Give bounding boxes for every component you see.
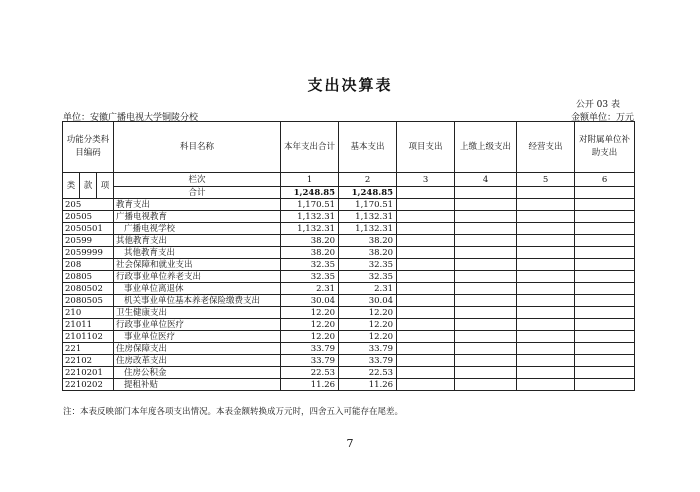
header-row <box>63 122 635 173</box>
row-total: 1,170.51 <box>281 199 339 211</box>
table-row <box>63 259 635 271</box>
row-code: 221 <box>63 343 114 355</box>
row-name: 行政事业单位医疗 <box>114 319 281 331</box>
row-code: 2101102 <box>63 331 114 343</box>
row-code: 2080502 <box>63 283 114 295</box>
row-name: 教育支出 <box>114 199 281 211</box>
table-row <box>63 235 635 247</box>
row-total: 33.79 <box>281 355 339 367</box>
row-basic: 38.20 <box>339 235 397 247</box>
doc-number: 公开 03 表 <box>575 100 620 110</box>
row-total: 12.20 <box>281 319 339 331</box>
row-code: 21011 <box>63 319 114 331</box>
row-basic: 32.35 <box>339 259 397 271</box>
col-number-1: 1 <box>281 173 339 187</box>
header-kuan: 款 <box>80 173 97 199</box>
row-code: 20599 <box>63 235 114 247</box>
header-subject-name: 科目名称 <box>114 122 281 173</box>
col-number-6: 6 <box>575 173 635 187</box>
header-project: 项目支出 <box>397 122 455 173</box>
row-name: 广播电视学校 <box>114 223 281 235</box>
row-basic: 22.53 <box>339 367 397 379</box>
row-code: 205 <box>63 199 114 211</box>
table-row <box>63 247 635 259</box>
row-total: 1,132.31 <box>281 223 339 235</box>
row-basic: 1,170.51 <box>339 199 397 211</box>
row-name: 广播电视教育 <box>114 211 281 223</box>
row-total: 1,132.31 <box>281 211 339 223</box>
row-name: 住房改革支出 <box>114 355 281 367</box>
row-basic: 12.20 <box>339 307 397 319</box>
table-row <box>63 283 635 295</box>
row-name: 事业单位离退休 <box>114 283 281 295</box>
total-operating <box>517 187 575 199</box>
header-remit: 上缴上级支出 <box>455 122 517 173</box>
row-code: 2210201 <box>63 367 114 379</box>
reporting-unit: 单位：安徽广播电视大学铜陵分校 <box>63 113 199 123</box>
amount-unit: 金额单位：万元 <box>570 113 634 123</box>
header-lanci: 栏次 <box>114 173 281 187</box>
row-name: 事业单位医疗 <box>114 331 281 343</box>
row-code: 2050501 <box>63 223 114 235</box>
col-number-4: 4 <box>455 173 517 187</box>
row-basic: 33.79 <box>339 343 397 355</box>
row-name: 其他教育支出 <box>114 247 281 259</box>
row-name: 行政事业单位养老支出 <box>114 271 281 283</box>
page-number: 7 <box>346 437 354 450</box>
row-total: 32.35 <box>281 259 339 271</box>
header-lei: 类 <box>63 173 80 199</box>
row-basic: 1,132.31 <box>339 211 397 223</box>
row-total: 12.20 <box>281 307 339 319</box>
row-name: 社会保障和就业支出 <box>114 259 281 271</box>
column-number-row <box>63 173 635 187</box>
total-project <box>397 187 455 199</box>
table-row <box>63 379 635 391</box>
row-name: 住房公积金 <box>114 367 281 379</box>
row-basic: 12.20 <box>339 331 397 343</box>
table-row <box>63 223 635 235</box>
table-row <box>63 319 635 331</box>
row-basic: 33.79 <box>339 355 397 367</box>
table-row <box>63 367 635 379</box>
row-total: 11.26 <box>281 379 339 391</box>
total-label: 合计 <box>114 187 281 199</box>
row-total: 38.20 <box>281 235 339 247</box>
row-code: 210 <box>63 307 114 319</box>
total-row <box>63 187 635 199</box>
row-basic: 11.26 <box>339 379 397 391</box>
row-code: 22102 <box>63 355 114 367</box>
col-number-2: 2 <box>339 173 397 187</box>
row-basic: 38.20 <box>339 247 397 259</box>
total-basic: 1,248.85 <box>339 187 397 199</box>
total-amount: 1,248.85 <box>281 187 339 199</box>
col-number-3: 3 <box>397 173 455 187</box>
expenditure-table <box>62 121 635 391</box>
col-number-5: 5 <box>517 173 575 187</box>
row-total: 22.53 <box>281 367 339 379</box>
table-row <box>63 295 635 307</box>
table-row <box>63 355 635 367</box>
row-total: 38.20 <box>281 247 339 259</box>
row-total: 2.31 <box>281 283 339 295</box>
header-operating: 经营支出 <box>517 122 575 173</box>
table-row <box>63 211 635 223</box>
row-code: 208 <box>63 259 114 271</box>
header-func-code: 功能分类科目编码 <box>63 122 114 173</box>
table-row <box>63 271 635 283</box>
total-subsidy <box>575 187 635 199</box>
row-name: 其他教育支出 <box>114 235 281 247</box>
row-total: 12.20 <box>281 331 339 343</box>
header-subsidy: 对附属单位补助支出 <box>575 122 635 173</box>
row-total: 33.79 <box>281 343 339 355</box>
row-code: 20505 <box>63 211 114 223</box>
row-code: 2210202 <box>63 379 114 391</box>
table-row <box>63 307 635 319</box>
table-row <box>63 199 635 211</box>
row-code: 20805 <box>63 271 114 283</box>
row-name: 住房保障支出 <box>114 343 281 355</box>
row-name: 机关事业单位基本养老保险缴费支出 <box>114 295 281 307</box>
row-basic: 2.31 <box>339 283 397 295</box>
row-total: 32.35 <box>281 271 339 283</box>
row-code: 2080505 <box>63 295 114 307</box>
row-basic: 30.04 <box>339 295 397 307</box>
table-row <box>63 343 635 355</box>
header-xiang: 项 <box>97 173 114 199</box>
table-row <box>63 331 635 343</box>
row-name: 提租补贴 <box>114 379 281 391</box>
row-total: 30.04 <box>281 295 339 307</box>
header-total: 本年支出合计 <box>281 122 339 173</box>
page-title: 支出决算表 <box>307 76 393 94</box>
row-name: 卫生健康支出 <box>114 307 281 319</box>
total-remit <box>455 187 517 199</box>
footnote: 注：本表反映部门本年度各项支出情况。本表金额转换成万元时，四舍五入可能存在尾差。 <box>63 407 404 417</box>
header-basic: 基本支出 <box>339 122 397 173</box>
row-basic: 32.35 <box>339 271 397 283</box>
row-basic: 1,132.31 <box>339 223 397 235</box>
row-code: 2059999 <box>63 247 114 259</box>
row-basic: 12.20 <box>339 319 397 331</box>
